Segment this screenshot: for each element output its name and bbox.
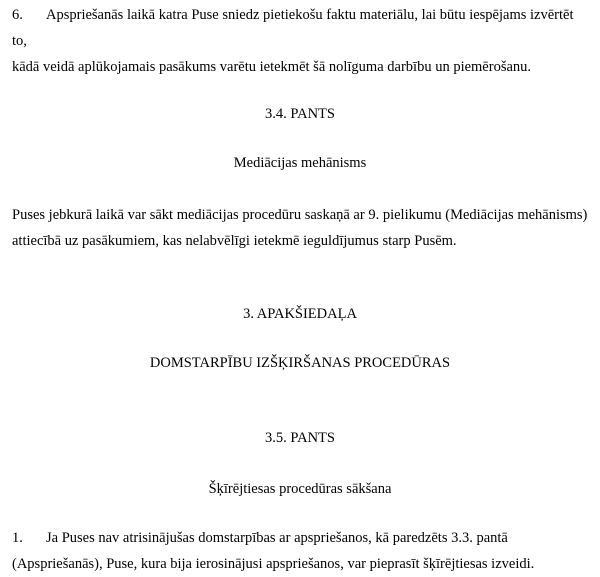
paragraph-6-text-1: Apspriešanās laikā katra Puse sniedz pietiekošu faktu materiālu, lai būtu iespējams izvērtēt to, [12, 7, 574, 49]
paragraph-number: 6. [12, 7, 23, 23]
paragraph-number: 1. [12, 530, 23, 546]
article-3-5-paragraph-1-text-1: Ja Puses nav atrisinājušas domstarpības ar apspriešanos, kā paredzēts 3.3. pantā [46, 530, 508, 546]
paragraph-6-line-2: kādā veidā aplūkojamais pasākums varētu ietekmēt šā nolīguma darbību un piemērošanu. [12, 59, 532, 75]
article-3-5-paragraph-1-line-1 [12, 525, 590, 551]
article-3-5-heading: 3.5. PANTS [265, 430, 335, 446]
subsection-3-title: DOMSTARPĪBU IZŠĶIRŠANAS PROCEDŪRAS [149, 355, 451, 371]
paragraph-6 [12, 2, 590, 80]
article-3-4-body-line-2: attiecībā uz pasākumiem, kas nelabvēlīgi ietekmē ieguldījumus starp Pusēm. [12, 233, 457, 249]
subsection-3-heading: 3. APAKŠIEDAĻA [243, 306, 357, 322]
article-3-5-title: Šķīrējtiesas procedūras sākšana [208, 481, 392, 497]
paragraph-6-line-1 [12, 2, 590, 54]
article-3-4-body [12, 202, 590, 254]
article-3-5-paragraph-1 [12, 525, 590, 577]
article-3-5-paragraph-1-line-2: (Apspriešanās), Puse, kura bija ierosinājusi apspriešanos, var pieprasīt šķīrējtiesas izveidi. [12, 556, 535, 572]
article-3-4-title: Mediācijas mehānisms [233, 155, 367, 171]
article-3-4-body-line-1: Puses jebkurā laikā var sākt mediācijas procedūru saskaņā ar 9. pielikumu (Mediācijas mehānisms) [12, 207, 588, 223]
article-3-4-heading: 3.4. PANTS [265, 106, 335, 122]
